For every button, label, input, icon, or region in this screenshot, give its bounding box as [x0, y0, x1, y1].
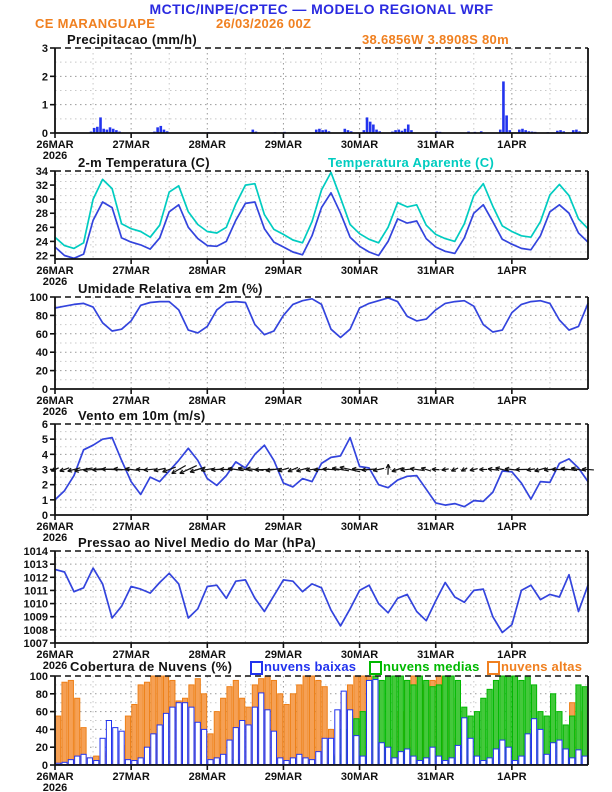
svg-text:80: 80: [35, 688, 48, 701]
svg-text:30MAR: 30MAR: [340, 395, 379, 407]
svg-text:26MAR: 26MAR: [36, 139, 74, 151]
svg-text:2026: 2026: [42, 276, 68, 288]
svg-text:26: 26: [35, 222, 48, 235]
svg-text:1: 1: [41, 99, 48, 112]
svg-text:20: 20: [35, 365, 48, 378]
svg-text:31MAR: 31MAR: [417, 395, 455, 407]
svg-text:1012: 1012: [23, 572, 48, 585]
svg-text:1: 1: [41, 494, 48, 507]
panel-title-precipitation: Precipitacao (mm/h): [67, 32, 197, 47]
run-datetime: 26/03/2026 00Z: [216, 16, 312, 31]
panel-title-wind: Vento em 10m (m/s): [78, 408, 206, 423]
svg-text:30MAR: 30MAR: [340, 521, 379, 533]
svg-text:29MAR: 29MAR: [264, 139, 303, 151]
svg-text:29MAR: 29MAR: [264, 521, 303, 533]
svg-text:31MAR: 31MAR: [417, 771, 455, 783]
svg-text:0: 0: [41, 760, 48, 772]
svg-text:24: 24: [35, 236, 48, 249]
svg-text:30: 30: [35, 194, 48, 207]
panel-title-temperature: 2-m Temperatura (C): [78, 155, 210, 170]
svg-text:20: 20: [35, 742, 48, 755]
panel-title-apparent-temperature: Temperatura Aparente (C): [328, 155, 495, 170]
svg-text:27MAR: 27MAR: [112, 771, 150, 783]
svg-text:2026: 2026: [42, 406, 68, 418]
svg-text:26MAR: 26MAR: [36, 521, 74, 533]
svg-text:1011: 1011: [24, 585, 48, 598]
svg-text:30MAR: 30MAR: [340, 771, 379, 783]
svg-text:4: 4: [41, 449, 48, 462]
svg-text:29MAR: 29MAR: [264, 649, 303, 661]
svg-text:60: 60: [35, 328, 48, 341]
svg-text:31MAR: 31MAR: [417, 139, 455, 151]
svg-text:1009: 1009: [23, 611, 48, 624]
svg-text:31MAR: 31MAR: [417, 265, 455, 277]
model-title: MCTIC/INPE/CPTEC — MODELO REGIONAL WRF: [149, 1, 494, 17]
svg-text:1014: 1014: [23, 546, 48, 558]
legend-swatch-high-clouds-icon: [487, 661, 500, 675]
svg-text:28MAR: 28MAR: [188, 139, 226, 151]
svg-text:29MAR: 29MAR: [264, 265, 303, 277]
svg-text:1APR: 1APR: [497, 395, 527, 407]
svg-text:0: 0: [41, 384, 48, 396]
svg-text:60: 60: [35, 706, 48, 719]
svg-text:30MAR: 30MAR: [340, 649, 379, 661]
svg-text:6: 6: [41, 419, 48, 431]
panel-title-humidity: Umidade Relativa em 2m (%): [78, 281, 263, 296]
svg-text:40: 40: [35, 724, 48, 737]
svg-text:27MAR: 27MAR: [112, 139, 150, 151]
svg-text:2026: 2026: [42, 532, 68, 544]
svg-text:1APR: 1APR: [497, 771, 527, 783]
svg-text:27MAR: 27MAR: [112, 649, 150, 661]
svg-text:28MAR: 28MAR: [188, 395, 226, 407]
panel-title-pressure: Pressao ao Nivel Medio do Mar (hPa): [78, 535, 317, 550]
legend-label-high-clouds: nuvens altas: [501, 659, 583, 674]
panel-title-clouds: Cobertura de Nuvens (%): [70, 659, 233, 674]
station-name: CE MARANGUAPE: [35, 16, 156, 31]
svg-text:1APR: 1APR: [497, 265, 527, 277]
location-coords: 38.6856W 3.8908S 80m: [362, 32, 509, 47]
svg-text:31MAR: 31MAR: [417, 649, 455, 661]
legend-swatch-mid-clouds-icon: [369, 661, 382, 675]
svg-text:3: 3: [41, 43, 48, 55]
svg-text:100: 100: [29, 292, 48, 304]
svg-text:26MAR: 26MAR: [36, 771, 74, 783]
svg-text:28MAR: 28MAR: [188, 265, 226, 277]
svg-text:3: 3: [41, 464, 48, 477]
svg-text:28MAR: 28MAR: [188, 649, 226, 661]
legend-swatch-low-clouds-icon: [250, 661, 263, 675]
svg-text:29MAR: 29MAR: [264, 771, 303, 783]
svg-text:1008: 1008: [23, 624, 48, 637]
svg-text:2026: 2026: [42, 660, 68, 672]
svg-text:28MAR: 28MAR: [188, 771, 226, 783]
svg-text:28: 28: [35, 208, 48, 221]
svg-text:26MAR: 26MAR: [36, 649, 74, 661]
svg-text:32: 32: [35, 180, 48, 193]
svg-text:1APR: 1APR: [497, 139, 527, 151]
svg-text:22: 22: [35, 250, 48, 263]
svg-text:27MAR: 27MAR: [112, 521, 150, 533]
svg-text:30MAR: 30MAR: [340, 265, 379, 277]
svg-text:1010: 1010: [23, 598, 48, 611]
svg-text:2026: 2026: [42, 782, 68, 792]
svg-text:40: 40: [35, 347, 48, 360]
legend-label-low-clouds: nuvens baixas: [264, 659, 357, 674]
svg-text:80: 80: [35, 310, 48, 323]
svg-text:0: 0: [41, 128, 48, 140]
svg-text:29MAR: 29MAR: [264, 395, 303, 407]
svg-text:26MAR: 26MAR: [36, 265, 74, 277]
svg-text:30MAR: 30MAR: [340, 139, 379, 151]
svg-text:28MAR: 28MAR: [188, 521, 226, 533]
svg-text:27MAR: 27MAR: [112, 395, 150, 407]
svg-text:5: 5: [41, 434, 48, 447]
svg-text:2: 2: [41, 71, 48, 84]
legend-label-mid-clouds: nuvens medias: [383, 659, 480, 674]
svg-text:0: 0: [41, 510, 48, 522]
svg-text:1007: 1007: [23, 638, 48, 650]
svg-text:2: 2: [41, 479, 48, 492]
svg-text:2026: 2026: [42, 150, 68, 162]
svg-text:1APR: 1APR: [497, 521, 527, 533]
svg-text:34: 34: [35, 166, 48, 178]
svg-text:31MAR: 31MAR: [417, 521, 455, 533]
svg-text:1APR: 1APR: [497, 649, 527, 661]
svg-text:26MAR: 26MAR: [36, 395, 74, 407]
svg-text:1013: 1013: [23, 559, 48, 572]
svg-text:100: 100: [29, 671, 48, 683]
svg-text:27MAR: 27MAR: [112, 265, 150, 277]
